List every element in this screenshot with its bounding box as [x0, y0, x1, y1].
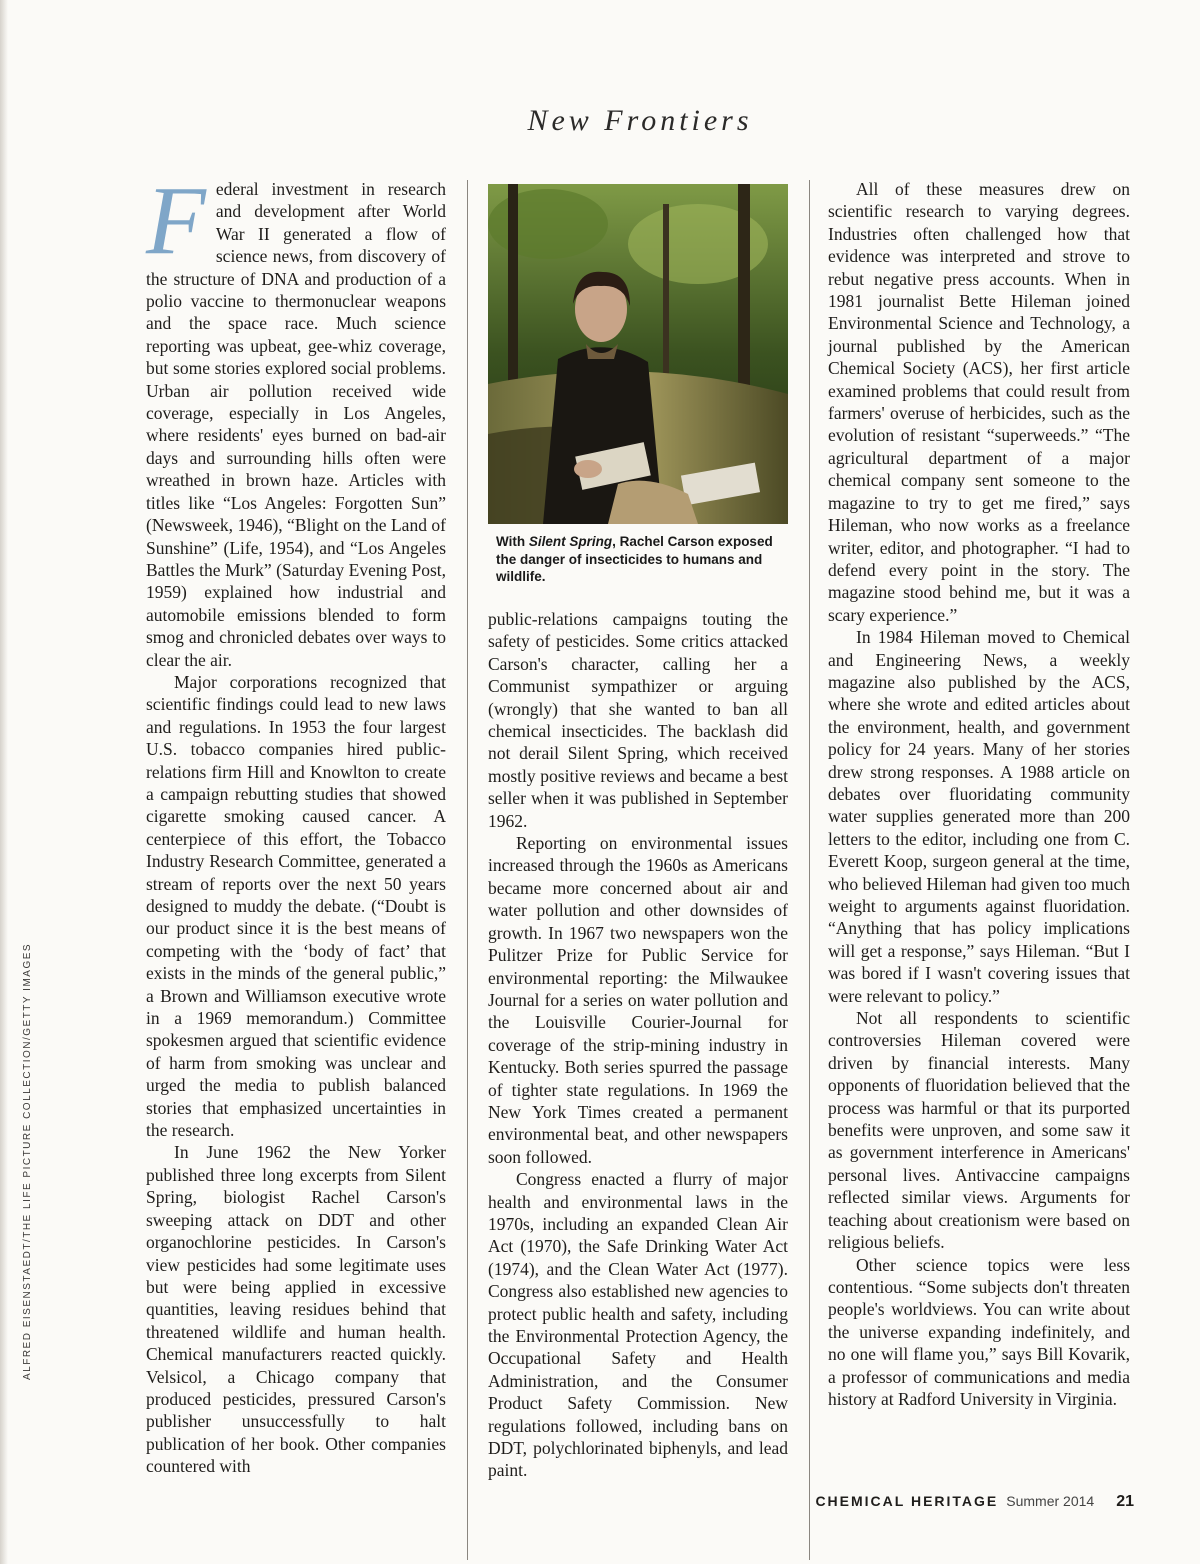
- paragraph: Congress enacted a flurry of major health and environmental laws in the 1970s, including an expanded Clean Air Act (1970), the Safe Drinking Water Act (1974), and the Clean Water Act (1977). Congress also established new agencies to protect public health and safety, including the Environmental Protection Agency, the Occupational Safety and Health Administration, and the Consumer Product Safety Commission. New regulations followed, including bans on DDT, polychlorinated biphenyls, and lead paint.: [488, 1169, 788, 1481]
- article-column-1: [146, 167, 446, 1478]
- paragraph: Federal investment in research and development after World War II generated a flow of science news, from discovery of the structure of DNA and production of a polio vaccine to thermonuclear weapons and the space race. Much science reporting was upbeat, gee-whiz coverage, but some stories explored social problems. Urban air pollution received wide coverage, especially in Los Angeles, where residents' eyes burned on bad-air days and surrounding hills often were wreathed in brown haze. Articles with titles like “Los Angeles: Forgotten Sun” (Newsweek, 1946), “Blight on the Land of Sunshine” (Life, 1954), and “Los Angeles Battles the Murk” (Saturday Evening Post, 1959) explained how industrial and automobile emissions blended to form smog and chronicled debates over ways to clear the air.: [146, 167, 446, 670]
- paragraph: In June 1962 the New Yorker published three long excerpts from Silent Spring, biologist Rachel Carson's sweeping attack on DDT and other organochlorine pesticides. In Carson's view pesticides had some legitimate uses but were being applied in excessive quantities, leaving residues behind that threatened wildlife and human health. Chemical manufacturers reacted quickly. Velsicol, a Chicago company that produced pesticides, pressured Carson's publisher unsuccessfully to halt publication of her book. Other companies countered with: [146, 1142, 446, 1477]
- photo-illustration: [488, 184, 788, 524]
- column-divider: [809, 180, 810, 1560]
- issue-date: Summer 2014: [1006, 1493, 1095, 1509]
- magazine-name: CHEMICAL HERITAGE: [815, 1493, 999, 1509]
- photo-caption: With Silent Spring, Rachel Carson exposed the danger of insecticides to humans and wildlife.: [496, 534, 773, 584]
- rachel-carson-photo: [488, 184, 788, 524]
- article-column-3: [828, 178, 1130, 1410]
- section-header: New Frontiers: [527, 104, 753, 137]
- paragraph: In 1984 Hileman moved to Chemical and Engineering News, a weekly magazine also published by the ACS, where she wrote and edited articles about the environment, health, and government policy for 24 years. Many of her stories drew strong responses. A 1988 article on debates over fluoridating community water supplies generated more than 200 letters to the editor, including one from C. Everett Koop, surgeon general at the time, who believed Hileman had given too much weight to arguments against fluoridation. “Anything that has policy implications will get a response,” says Hileman. “But I was bored if I wasn't covering issues that were relevant to policy.”: [828, 627, 1130, 1006]
- paragraph: All of these measures drew on scientific research to varying degrees. Industries often challenged how that evidence was interpreted and strove to rebut negative press accounts. When in 1981 journalist Bette Hileman joined Environmental Science and Technology, a journal published by the American Chemical Society (ACS), her first article examined problems that could result from farmers' overuse of herbicides, such as the evolution of resistant “superweeds.” “The agricultural department of a major chemical company sent someone to the magazine to try to get me fired,” says Hileman, who now works as a freelance writer, editor, and photographer. “I had to defend every point in the story. The magazine stood behind me, but it was a scary experience.”: [828, 179, 1130, 625]
- drop-cap: F: [146, 167, 206, 275]
- paragraph: Major corporations recognized that scientific findings could lead to new laws and regulations. In 1953 the four largest U.S. tobacco companies hired public-relations firm Hill and Knowlton to create a campaign rebutting studies that showed cigarette smoking caused cancer. A centerpiece of this effort, the Tobacco Industry Research Committee, generated a stream of reports over the next 50 years designed to muddy the debate. (“Doubt is our product since it is the best means of competing with the ‘body of fact’ that exists in the minds of the general public,” a Brown and Williamson executive wrote in a 1969 memorandum.) Committee spokesmen argued that scientific evidence of harm from smoking was unclear and urged the media to publish balanced stories that emphasized uncertainties in the research.: [146, 671, 446, 1141]
- page-spine-shadow: [0, 0, 8, 1564]
- paragraph: Other science topics were less contentious. “Some subjects don't threaten people's worldviews. You can write about the universe expanding indefinitely, and no one will flame you,” says Bill Kovarik, a professor of communications and media history at Radford University in Virginia.: [828, 1254, 1130, 1409]
- paragraph: Reporting on environmental issues increased through the 1960s as Americans became more concerned about air and water pollution and other downsides of growth. In 1967 two newspapers won the Pulitzer Prize for Public Service for environmental reporting: the Milwaukee Journal for a series on water pollution and the Louisville Courier-Journal for coverage of the strip-mining industry in Kentucky. Both series spurred the passage of tighter state regulations. In 1969 the New York Times created a permanent environmental beat, and other newspapers soon followed.: [488, 833, 788, 1167]
- photo-credit: ALFRED EISENSTAEDT/THE LIFE PICTURE COLLECTION/GETTY IMAGES: [22, 942, 33, 1380]
- paragraph: public-relations campaigns touting the safety of pesticides. Some critics attacked Carson's character, calling her a Communist sympathizer or arguing (wrongly) that she wanted to ban all chemical insecticides. The backlash did not derail Silent Spring, which received mostly positive reviews and became a best seller when it was published in September 1962.: [488, 609, 788, 831]
- page-number: 21: [1116, 1493, 1134, 1510]
- column-divider: [467, 180, 468, 1560]
- caption-book-title: Silent Spring: [528, 534, 613, 549]
- page-footer: [815, 1493, 1134, 1511]
- article-column-2: [488, 608, 788, 1482]
- paragraph: Not all respondents to scientific controversies Hileman covered were driven by financial interests. Many opponents of fluoridation believed that the process was harmful or that its purported benefits were unproven, and some saw it as government interference in Americans' personal lives. Antivaccine campaigns reflected similar views. Arguments for teaching about creationism were based on religious beliefs.: [828, 1008, 1130, 1253]
